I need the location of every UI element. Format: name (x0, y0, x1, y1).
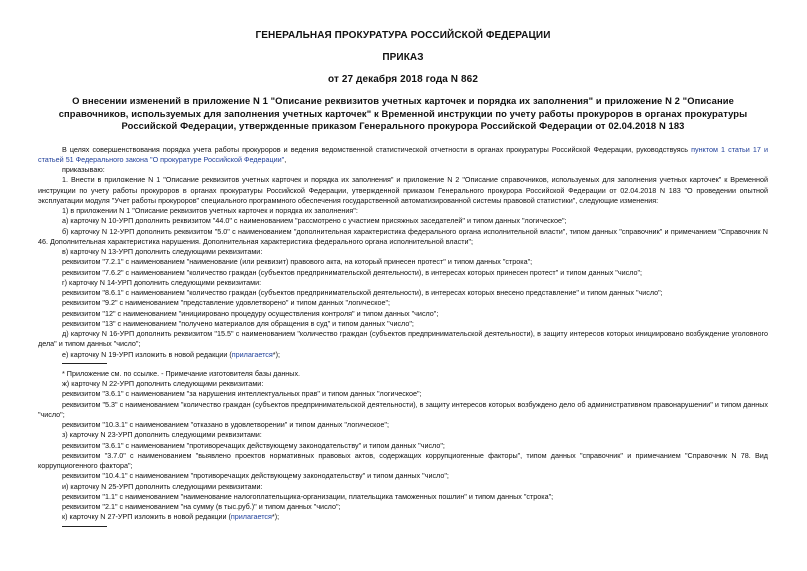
item-v-2: реквизитом "7.6.2" с наименованием "количество граждан (субъектов предпринимательской деятельности), в интересах которых принесен протест" и типом данных "число"; (62, 267, 643, 277)
document-page (38, 30, 768, 532)
attachment-link-19[interactable]: прилагается (231, 349, 273, 359)
footnote-divider (62, 363, 107, 364)
intro-paragraph: В целях совершенствования порядка учета работы прокуроров и ведения ведомственной статистической отчетности в органах прокуратуры Российской Федерации, руководствуясь пунктом 1 статьи 17 и статьей 51 Федерального закона "О прокуратуре Российской Федерации", (38, 144, 768, 164)
item-g-4: реквизитом "13" с наименованием "получено материалов для обращения в суд" и типом данных "число"; (62, 318, 414, 328)
order-word: приказываю: (62, 165, 105, 174)
document-body (38, 145, 768, 527)
item-a: а) карточку N 10-УРП дополнить реквизитом "44.0" с наименованием "рассмотрено с участием присяжных заседателей" и типом данных "логическое"; (62, 216, 567, 226)
item-g-1: реквизитом "8.6.1" с наименованием "количество граждан (субъектов предпринимательской деятельности), в интересах которых внесено представление" и типом данных "число"; (62, 288, 663, 297)
item-i-2: реквизитом "2.1" с наименованием "на сумму (в тыс.руб.)" и типом данных "число"; (62, 502, 341, 511)
item-z: з) карточку N 23-УРП дополнить следующими реквизитами: (62, 430, 262, 440)
item-i-1: реквизитом "1.1" с наименованием "наименование налогоплательщика-организации, плательщика таможенных пошлин" и типом данных "строка"; (62, 491, 554, 501)
item-k: к) карточку N 27-УРП изложить в новой редакции (прилагается*); (62, 512, 280, 522)
item-zh-1: реквизитом "3.6.1" с наименованием "за нарушения интеллектуальных прав" и типом данных "логическое"; (62, 389, 422, 399)
item-zh: ж) карточку N 22-УРП дополнить следующими реквизитами: (62, 379, 264, 388)
item-b: б) карточку N 12-УРП дополнить реквизитом "5.0" с наименованием "дополнительная характеристика федерального органа исполнительной власти", типом данных "справочник" и примечанием "Справочник N 46. Дополнительная характеристика нарушения. Дополнительная характеристика федерального органа исполнительной власти"; (38, 226, 768, 246)
law-link[interactable]: пунктом 1 статьи 17 и статьей 51 Федерального закона "О прокуратуре Российской Федерации" (38, 144, 768, 164)
org-name: ГЕНЕРАЛЬНАЯ ПРОКУРАТУРА РОССИЙСКОЙ ФЕДЕРАЦИИ (255, 30, 551, 41)
doc-type: ПРИКАЗ (382, 52, 424, 63)
item-g-2: реквизитом "9.2" с наименованием "представление удовлетворено" и типом данных "логическое"; (62, 298, 391, 308)
item-z-2: реквизитом "3.7.0" с наименованием "выявлено проектов нормативных правовых актов, содержащих коррупциогенные факторы", типом данных "справочник" и примечанием "Справочник N 78. Вид коррупциогенного фактора"; (38, 450, 768, 470)
footnote: * Приложение см. по ссылке. - Примечание изготовителя базы данных. (62, 368, 301, 378)
item-1-1: 1) в приложении N 1 "Описание реквизитов учетных карточек и порядка их заполнения": (62, 206, 358, 215)
item-zh-3: реквизитом "10.3.1" с наименованием "отказано в удовлетворении" и типом данных "логическое"; (62, 420, 389, 429)
item-g: г) карточку N 14-УРП дополнить следующими реквизитами: (62, 277, 262, 287)
item-i: и) карточку N 25-УРП дополнить следующими реквизитами: (62, 481, 263, 491)
item-d: д) карточку N 16-УРП дополнить реквизитом "15.5" с наименованием "количество граждан (субъектов предпринимательской деятельности), в защиту интересов которых инициировано возбуждение уголовного дела" и типом данных "число"; (38, 329, 768, 349)
doc-title: О внесении изменений в приложение N 1 "Описание реквизитов учетных карточек и порядка их заполнения" и приложение N 2 "Описание справочников, используемых для заполнения учетных карточек" к Временной инструкции по учету работы прокуроров в органах прокуратуры Российской Федерации, утвержденные приказом Генерального прокурора Российской Федерации от 02.04.2018 N 183 (58, 95, 748, 131)
item-z-1: реквизитом "3.6.1" с наименованием "противоречащих действующему законодательству" и типом данных "число"; (62, 440, 445, 450)
item-v: в) карточку N 13-УРП дополнить следующими реквизитами: (62, 247, 263, 256)
attachment-link-27[interactable]: прилагается (230, 512, 272, 522)
item-z-3: реквизитом "10.4.1" с наименованием "противоречащих действующему законодательству" и типом данных "число"; (62, 471, 449, 481)
item-v-1: реквизитом "7.2.1" с наименованием "наименование (или реквизит) правового акта, на который принесен протест" и типом данных "строка"; (62, 257, 533, 267)
doc-date-number: от 27 декабря 2018 года N 862 (328, 74, 478, 85)
item-zh-2: реквизитом "5.3" с наименованием "количество граждан (субъектов предпринимательской деятельности), в защиту интересов которых возбуждено дело об административном правонарушении" и типом данных "число"; (38, 399, 768, 419)
footnote-divider-2 (62, 526, 107, 527)
item-1: 1. Внести в приложение N 1 "Описание реквизитов учетных карточек и порядка их заполнения" и приложение N 2 "Описание справочников, используемых для заполнения учетных карточек" к Временной инструкции по учету работы прокуроров в органах прокуратуры Российской Федерации, утвержденной приказом Генерального прокурора Российской Федерации от 02.04.2018 N 183 "О проведении опытной эксплуатации модуля "Учет работы прокуроров" специального программного обеспечения государственной автоматизированной системы правовой статистики", следующие изменения: (38, 175, 768, 205)
item-g-3: реквизитом "12" с наименованием "инициировано процедуру осуществления контроля" и типом данных "число"; (62, 308, 439, 318)
item-e: е) карточку N 19-УРП изложить в новой редакции (прилагается*); (62, 349, 280, 359)
